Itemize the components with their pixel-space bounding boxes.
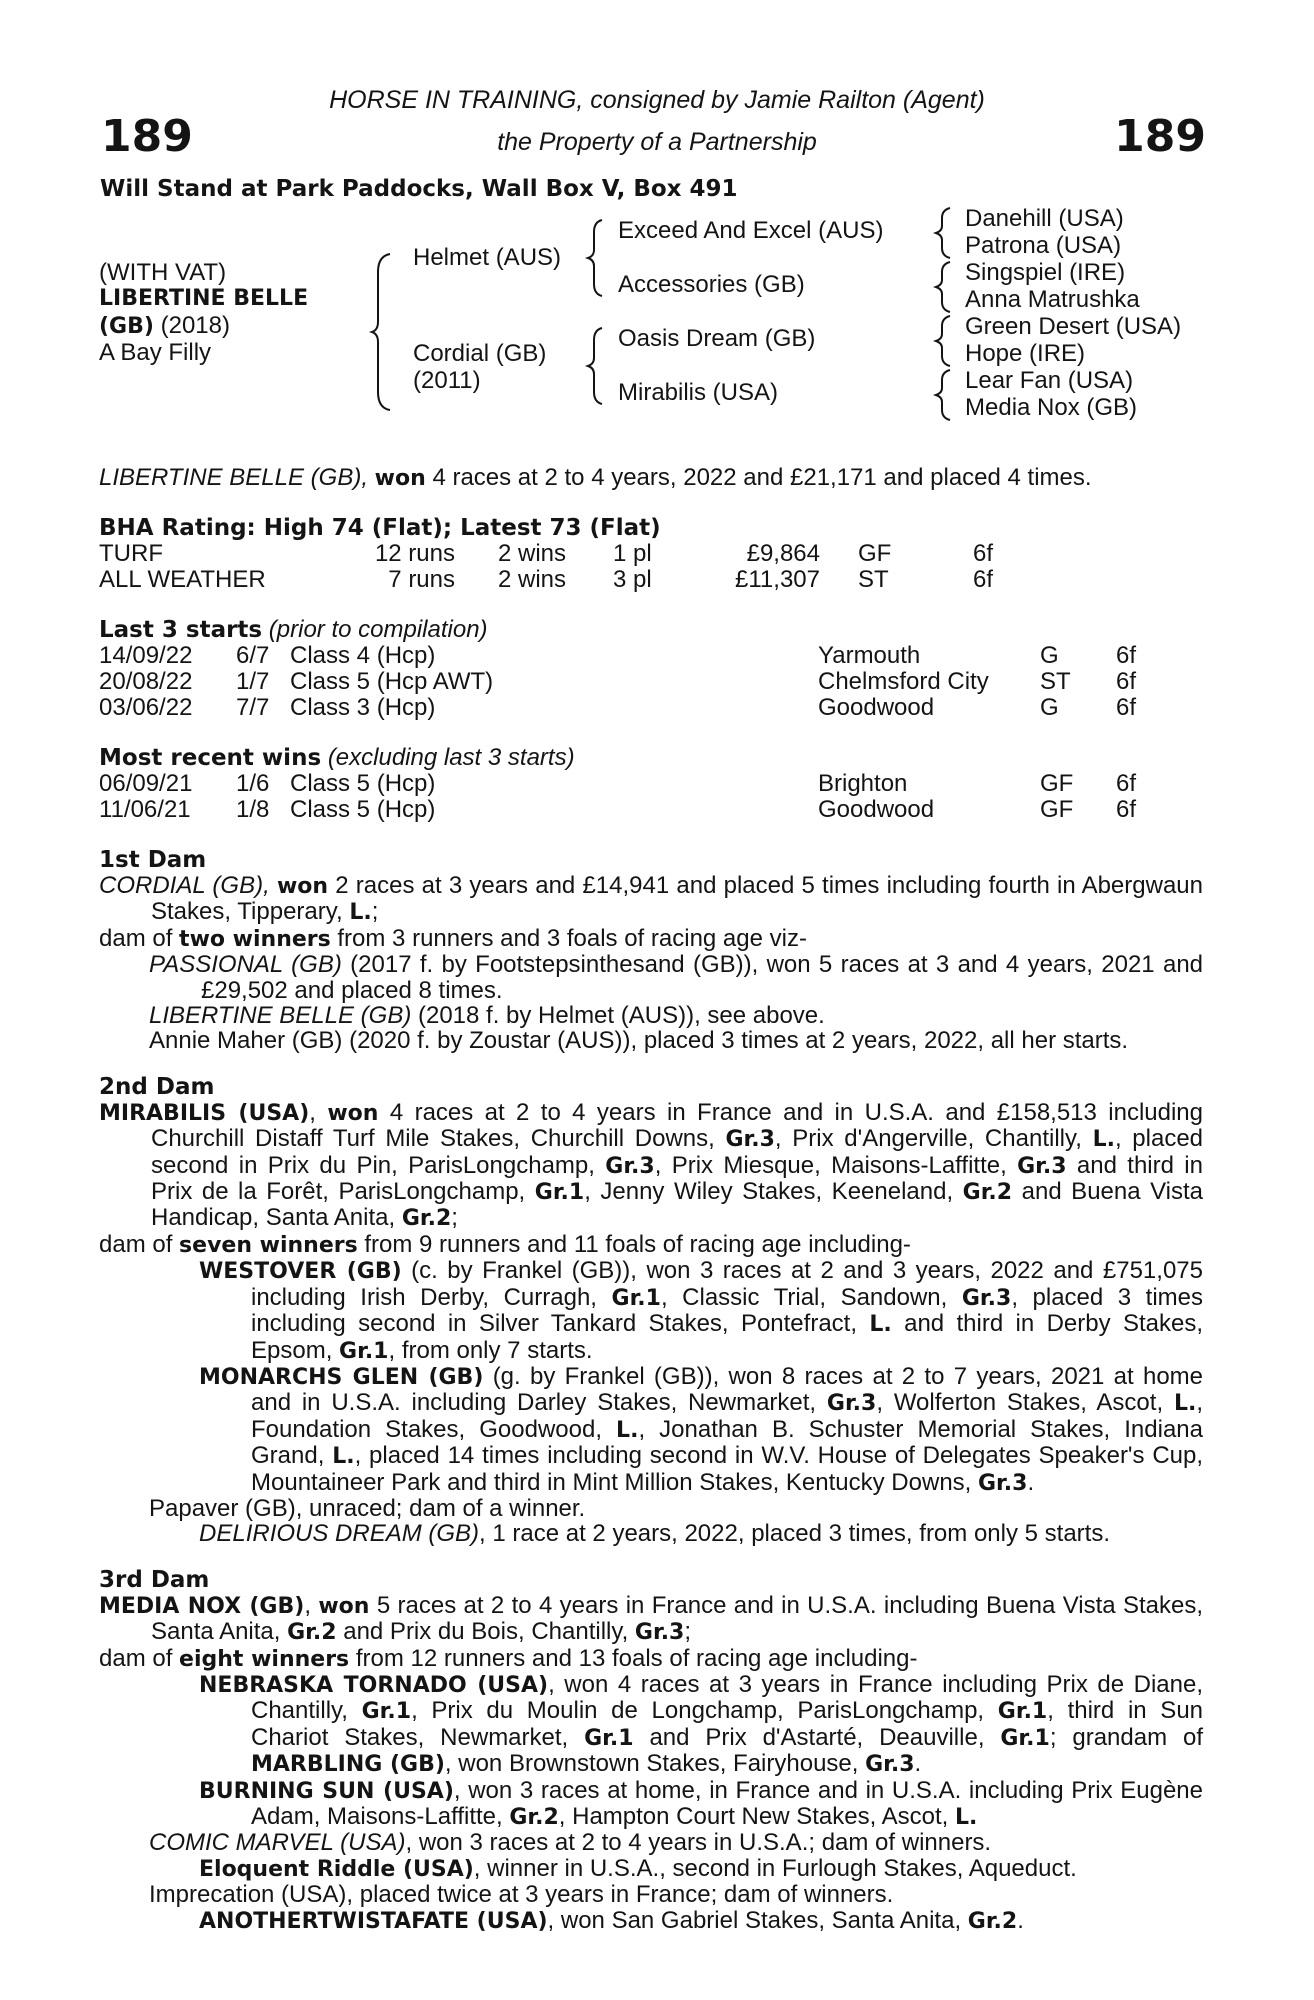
- third-dam-grandfoal-anothertwistafate: ANOTHERTWISTAFATE (USA), won San Gabriel Stakes, Santa Anita, Gr.2.: [199, 1906, 1024, 1934]
- second-dam-foal-westover: WESTOVER (GB) (c. by Frankel (GB)), won 3 races at 2 and 3 years, 2022 and £751,075 including Irish Derby, Curragh, Gr.1, Classic Trial, Sandown, Gr.3, placed 3 times including second in Silver Tankard Stakes, Pontefract, L. and third in Derby Stakes, Epsom, Gr.1, from only 7 starts.: [199, 1257, 1203, 1364]
- last-start-race: Class 4 (Hcp): [290, 642, 436, 669]
- last-start-position: 6/7: [236, 642, 270, 669]
- rating-turf-dist: 6f: [973, 540, 994, 567]
- ggp-7: Lear Fan (USA): [965, 367, 1134, 394]
- last-start-distance: 6f: [1116, 642, 1137, 669]
- second-dam-produce: dam of seven winners from 9 runners and 11 foals of racing age including-: [99, 1230, 911, 1258]
- third-dam-record: MEDIA NOX (GB), won 5 races at 2 to 4 years in France and in U.S.A. including Buena Vista Stakes, Santa Anita, Gr.2 and Prix du Bois, Chantilly, Gr.3;: [99, 1591, 1204, 1646]
- sire-sire: Exceed And Excel (AUS): [618, 217, 884, 244]
- third-dam-heading: 3rd Dam: [99, 1566, 210, 1593]
- rating-turf-going: GF: [858, 540, 892, 567]
- ggp-8: Media Nox (GB): [965, 394, 1138, 421]
- recent-wins-note: (excluding last 3 starts): [327, 744, 575, 771]
- last-start-course: Chelmsford City: [818, 668, 989, 695]
- second-dam-heading: 2nd Dam: [99, 1073, 215, 1100]
- rating-aw-going: ST: [858, 566, 889, 593]
- third-dam-foal-comic-marvel: COMIC MARVEL (USA), won 3 races at 2 to 4 years in U.S.A.; dam of winners.: [149, 1829, 992, 1857]
- last-start-race: Class 5 (Hcp AWT): [290, 668, 494, 695]
- pedigree-bracket-main: [372, 252, 402, 412]
- last-starts-title: Last 3 starts: [99, 617, 263, 643]
- second-dam-grandfoal: DELIRIOUS DREAM (GB), 1 race at 2 years, 2022, placed 3 times, from only 5 starts.: [199, 1520, 1110, 1548]
- last-start-distance: 6f: [1116, 694, 1137, 721]
- horse-name: LIBERTINE BELLE: [99, 286, 309, 311]
- dam: Cordial (GB): [413, 340, 547, 367]
- rating-turf-wins: 2 wins: [498, 540, 567, 567]
- last-starts-heading: [99, 617, 488, 643]
- third-dam-grandfoal-eloquent-riddle: Eloquent Riddle (USA), winner in U.S.A., second in Furlough Stakes, Aqueduct.: [199, 1854, 1077, 1882]
- horse-country: (GB): [99, 314, 154, 339]
- pedigree-bracket-dam: [588, 326, 618, 406]
- recent-wins-title: Most recent wins: [99, 745, 322, 771]
- rating-aw-dist: 6f: [973, 566, 994, 593]
- ggp-3: Singspiel (IRE): [965, 259, 1126, 286]
- horse-country-year: [99, 313, 230, 340]
- second-dam-foal-papaver: Papaver (GB), unraced; dam of a winner.: [149, 1494, 586, 1522]
- recent-win-course: Brighton: [818, 770, 908, 797]
- recent-win-race: Class 5 (Hcp): [290, 770, 436, 797]
- dam-sire: Oasis Dream (GB): [618, 325, 816, 352]
- last-start-position: 7/7: [236, 694, 270, 721]
- race-summary: [99, 465, 1092, 492]
- horse-description: A Bay Filly: [99, 339, 212, 366]
- rating-aw-surface: ALL WEATHER: [99, 566, 266, 593]
- last-start-going: G: [1040, 642, 1059, 669]
- last-start-distance: 6f: [1116, 668, 1137, 695]
- last-start-race: Class 3 (Hcp): [290, 694, 436, 721]
- recent-win-distance: 6f: [1116, 770, 1137, 797]
- recent-win-date: 06/09/21: [99, 770, 193, 797]
- dam-year: (2011): [413, 367, 481, 394]
- pedigree-bracket-sire: [588, 218, 618, 298]
- rating-turf-placed: 1 pl: [613, 540, 652, 567]
- recent-win-race: Class 5 (Hcp): [290, 796, 436, 823]
- recent-win-going: GF: [1040, 770, 1074, 797]
- ggp-5: Green Desert (USA): [965, 313, 1182, 340]
- last-start-going: G: [1040, 694, 1059, 721]
- third-dam-foal-imprecation: Imprecation (USA), placed twice at 3 years in France; dam of winners.: [149, 1881, 894, 1909]
- last-start-position: 1/7: [236, 668, 270, 695]
- rating-turf-runs: 12 runs: [374, 540, 455, 567]
- sire: Helmet (AUS): [413, 244, 562, 271]
- dam-dam: Mirabilis (USA): [618, 379, 779, 406]
- stand-location: Will Stand at Park Paddocks, Wall Box V, Box 491: [100, 176, 738, 202]
- last-start-going: ST: [1040, 668, 1071, 695]
- last-start-course: Goodwood: [818, 694, 935, 721]
- recent-wins-heading: [99, 745, 575, 771]
- first-dam-foal-2: LIBERTINE BELLE (GB) (2018 f. by Helmet (AUS)), see above.: [149, 1002, 825, 1030]
- summary-won: won: [374, 466, 426, 491]
- first-dam-foal-3: Annie Maher (GB) (2020 f. by Zoustar (AUS)), placed 3 times at 2 years, 2022, all her starts.: [149, 1027, 1129, 1055]
- pedigree-bracket-ggp: [936, 206, 956, 426]
- ggp-6: Hope (IRE): [965, 340, 1086, 367]
- ggp-4: Anna Matrushka: [965, 286, 1140, 313]
- rating-aw-prize: £11,307: [735, 566, 820, 593]
- lot-number-left: 189: [101, 111, 193, 162]
- bha-rating-title: BHA Rating: High 74 (Flat); Latest 73 (Flat): [99, 515, 661, 541]
- recent-win-course: Goodwood: [818, 796, 935, 823]
- ggp-2: Patrona (USA): [965, 232, 1122, 259]
- recent-win-distance: 6f: [1116, 796, 1137, 823]
- last-start-course: Yarmouth: [818, 642, 921, 669]
- horse-year: (2018): [160, 312, 230, 339]
- first-dam-heading: 1st Dam: [99, 847, 207, 873]
- lot-number-right: 189: [1114, 111, 1206, 162]
- vat-note: (WITH VAT): [99, 259, 227, 286]
- rating-aw-wins: 2 wins: [498, 566, 567, 593]
- second-dam-foal-monarchs-glen: MONARCHS GLEN (GB) (g. by Frankel (GB)), won 8 races at 2 to 7 years, 2021 at home and in U.S.A. including Darley Stakes, Newmarket, Gr.3, Wolferton Stakes, Ascot, L., Foundation Stakes, Goodwood, L., Jonathan B. Schuster Memorial Stakes, Indiana Grand, L., placed 14 times including second in W.V. House of Delegates Speaker's Cup, Mountaineer Park and third in Mint Million Stakes, Kentucky Downs, Gr.3.: [199, 1362, 1204, 1496]
- third-dam-foal-nebraska-tornado: NEBRASKA TORNADO (USA), won 4 races at 3 years in France including Prix de Diane, Chantilly, Gr.1, Prix du Moulin de Longchamp, ParisLongchamp, Gr.1, third in Sun Chariot Stakes, Newmarket, Gr.1 and Prix d'Astarté, Deauville, Gr.1; grandam of MARBLING (GB), won Brownstown Stakes, Fairyhouse, Gr.3.: [199, 1670, 1204, 1778]
- second-dam-record: MIRABILIS (USA), won 4 races at 2 to 4 years in France and in U.S.A. and £158,513 including Churchill Distaff Turf Mile Stakes, Churchill Downs, Gr.3, Prix d'Angerville, Chantilly, L., placed second in Prix du Pin, ParisLongchamp, Gr.3, Prix Miesque, Maisons-Laffitte, Gr.3 and third in Prix de la Forêt, ParisLongchamp, Gr.1, Jenny Wiley Stakes, Keeneland, Gr.2 and Buena Vista Handicap, Santa Anita, Gr.2;: [99, 1098, 1204, 1232]
- first-dam-record: CORDIAL (GB), won 2 races at 3 years and £14,941 and placed 5 times including fourth in Abergwaun Stakes, Tipperary, L.;: [99, 872, 1203, 926]
- summary-text: 4 races at 2 to 4 years, 2022 and £21,171 and placed 4 times.: [432, 464, 1092, 491]
- recent-win-going: GF: [1040, 796, 1074, 823]
- rating-aw-placed: 3 pl: [613, 566, 652, 593]
- third-dam-produce: dam of eight winners from 12 runners and 13 foals of racing age including-: [99, 1644, 918, 1672]
- last-start-date: 20/08/22: [99, 668, 193, 695]
- ggp-1: Danehill (USA): [965, 205, 1124, 232]
- property-line: the Property of a Partnership: [497, 128, 817, 156]
- recent-win-date: 11/06/21: [99, 796, 191, 823]
- first-dam-foal-1: PASSIONAL (GB) (2017 f. by Footstepsinthesand (GB)), won 5 races at 3 and 4 years, 2021 and £29,502 and placed 8 times.: [149, 951, 1204, 1004]
- rating-turf-prize: £9,864: [746, 540, 820, 567]
- rating-turf-surface: TURF: [99, 540, 163, 567]
- last-start-date: 14/09/22: [99, 642, 193, 669]
- third-dam-foal-burning-sun: BURNING SUN (USA), won 3 races at home, in France and in U.S.A. including Prix Eugène Adam, Maisons-Laffitte, Gr.2, Hampton Court New Stakes, Ascot, L.: [199, 1776, 1203, 1830]
- first-dam-produce: dam of two winners from 3 runners and 3 foals of racing age viz-: [99, 924, 807, 952]
- recent-win-position: 1/8: [236, 796, 270, 823]
- last-start-date: 03/06/22: [99, 694, 193, 721]
- dam-sections: [99, 847, 1203, 1934]
- consignor-line: HORSE IN TRAINING, consigned by Jamie Railton (Agent): [329, 86, 985, 114]
- recent-win-position: 1/6: [236, 770, 270, 797]
- sire-dam: Accessories (GB): [618, 271, 805, 298]
- last-starts-note: (prior to compilation): [268, 616, 488, 643]
- rating-aw-runs: 7 runs: [388, 566, 455, 593]
- summary-horse-name: LIBERTINE BELLE (GB),: [99, 464, 368, 491]
